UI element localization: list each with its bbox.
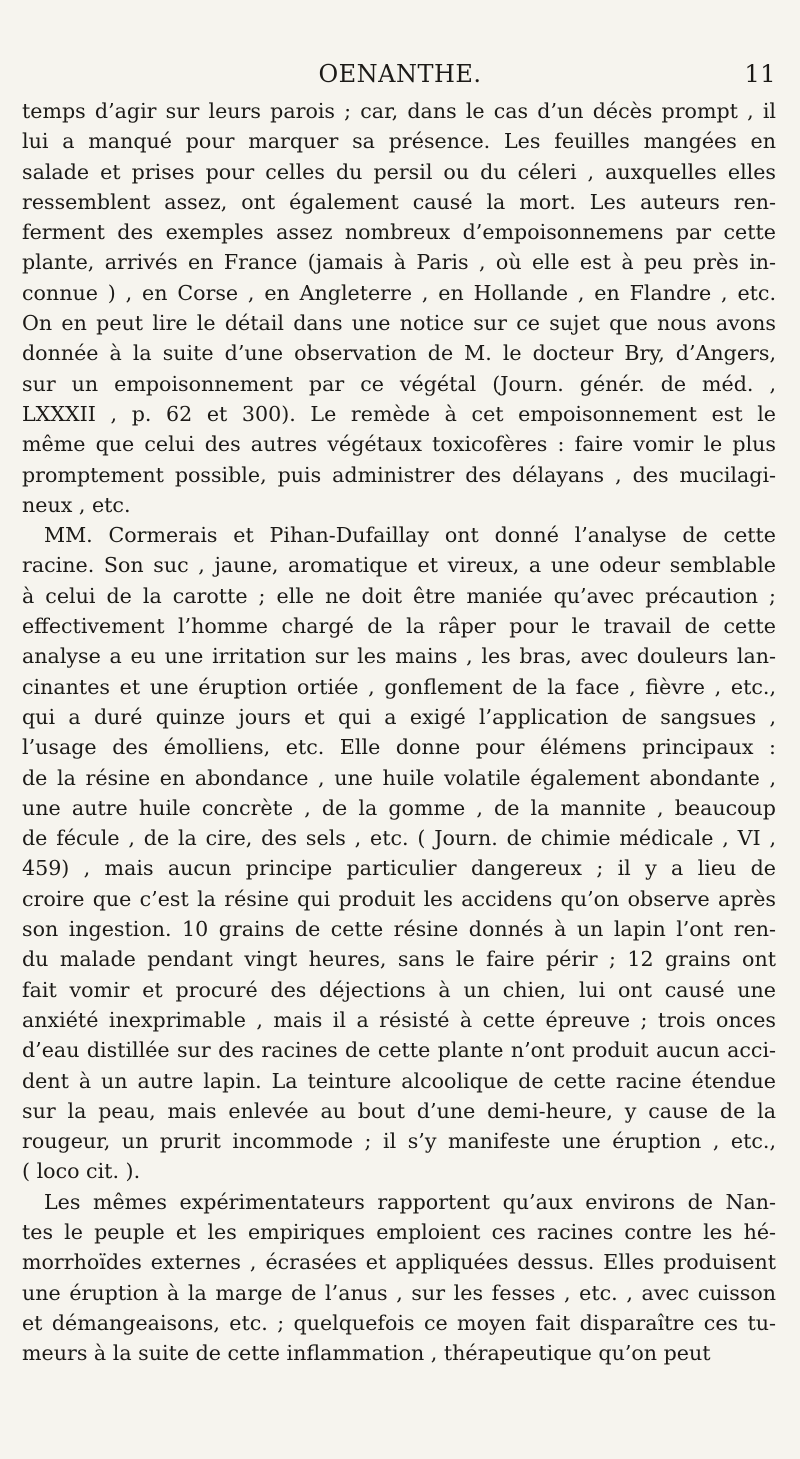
text-line: et démangeaisons, etc. ; quelquefois ce moyen fait disparaître ces tu- — [22, 1310, 776, 1335]
text-line: sur un empoisonnement par ce végétal (Journ. génér. de méd. , — [22, 371, 776, 396]
running-title: OENANTHE. — [318, 60, 482, 88]
text-line: MM. Cormerais et Pihan-Dufaillay ont donné l’analyse de cette — [44, 523, 776, 548]
text-line: sur la peau, mais enlevée au bout d’une demi-heure, y cause de la — [22, 1098, 776, 1123]
text-line: plante, arrivés en France (jamais à Paris , où elle est à peu près in- — [22, 250, 776, 275]
text-line: salade et prises pour celles du persil ou du céleri , auxquelles elles — [22, 159, 776, 184]
text-line: donnée à la suite d’une observation de M. le docteur Bry, d’Angers, — [22, 341, 776, 366]
text-line: tes le peuple et les empiriques emploient ces racines contre les hé- — [22, 1219, 776, 1244]
text-line: de la résine en abondance , une huile volatile également abondante , — [22, 765, 776, 790]
text-line: son ingestion. 10 grains de cette résine donnés à un lapin l’ont ren- — [22, 917, 776, 942]
text-line: Les mêmes expérimentateurs rapportent qu’aux environs de Nan- — [44, 1189, 776, 1214]
text-line: même que celui des autres végétaux toxicofères : faire vomir le plus — [22, 432, 776, 457]
text-line: une autre huile concrète , de la gomme , de la mannite , beaucoup — [22, 795, 776, 820]
text-line: On en peut lire le détail dans une notice sur ce sujet que nous avons — [22, 311, 776, 336]
text-line: l’usage des émolliens, etc. Elle donne pour élémens principaux : — [22, 735, 776, 760]
running-head — [22, 58, 778, 92]
text-line: 459) , mais aucun principe particulier dangereux ; il y a lieu de — [22, 856, 776, 881]
text-line: rougeur, un prurit incommode ; il s’y manifeste une éruption , etc., — [22, 1129, 776, 1154]
text-line: qui a duré quinze jours et qui a exigé l’application de sangsues , — [22, 704, 776, 729]
text-line: dent à un autre lapin. La teinture alcoolique de cette racine étendue — [22, 1068, 776, 1093]
paragraph — [22, 96, 776, 520]
text-line: analyse a eu une irritation sur les mains , les bras, avec douleurs lan- — [22, 644, 776, 669]
text-line: effectivement l’homme chargé de la râper pour le travail de cette — [22, 614, 776, 639]
text-line: racine. Son suc , jaune, aromatique et vireux, a une odeur semblable — [22, 553, 776, 578]
text-line: ( loco cit. ). — [22, 1159, 141, 1184]
paragraph — [22, 520, 776, 1187]
text-line: morrhoïdes externes , écrasées et appliquées dessus. Elles produisent — [22, 1250, 776, 1275]
text-body — [22, 96, 776, 1368]
text-line: cinantes et une éruption ortiée , gonflement de la face , fièvre , etc., — [22, 674, 776, 699]
text-line: neux , etc. — [22, 492, 131, 517]
text-line: de fécule , de la cire, des sels , etc. ( Journ. de chimie médicale , VI , — [22, 826, 776, 851]
text-line: anxiété inexprimable , mais il a résisté à cette épreuve ; trois onces — [22, 1007, 776, 1032]
text-line: du malade pendant vingt heures, sans le faire périr ; 12 grains ont — [22, 947, 776, 972]
text-line: à celui de la carotte ; elle ne doit être maniée qu’avec précaution ; — [22, 583, 776, 608]
text-line: d’eau distillée sur des racines de cette plante n’ont produit aucun acci- — [22, 1038, 776, 1063]
text-line: ferment des exemples assez nombreux d’empoisonnemens par cette — [22, 220, 776, 245]
text-line: fait vomir et procuré des déjections à un chien, lui ont causé une — [22, 977, 776, 1002]
text-line: LXXXII , p. 62 et 300). Le remède à cet empoisonnement est le — [22, 401, 776, 426]
text-line: lui a manqué pour marquer sa présence. Les feuilles mangées en — [22, 129, 776, 154]
text-line: ressemblent assez, ont également causé la mort. Les auteurs ren- — [22, 189, 776, 214]
text-line: une éruption à la marge de l’anus , sur les fesses , etc. , avec cuisson — [22, 1280, 776, 1305]
text-line: connue ) , en Corse , en Angleterre , en Hollande , en Flandre , etc. — [22, 280, 776, 305]
text-line: promptement possible, puis administrer des délayans , des mucilagi- — [22, 462, 776, 487]
paragraph — [22, 1187, 776, 1369]
page-number: 11 — [744, 60, 776, 88]
text-line: croire que c’est la résine qui produit les accidens qu’on observe après — [22, 886, 776, 911]
text-line: meurs à la suite de cette inflammation , thérapeutique qu’on peut — [22, 1341, 711, 1366]
text-line: temps d’agir sur leurs parois ; car, dans le cas d’un décès prompt , il — [22, 99, 776, 123]
